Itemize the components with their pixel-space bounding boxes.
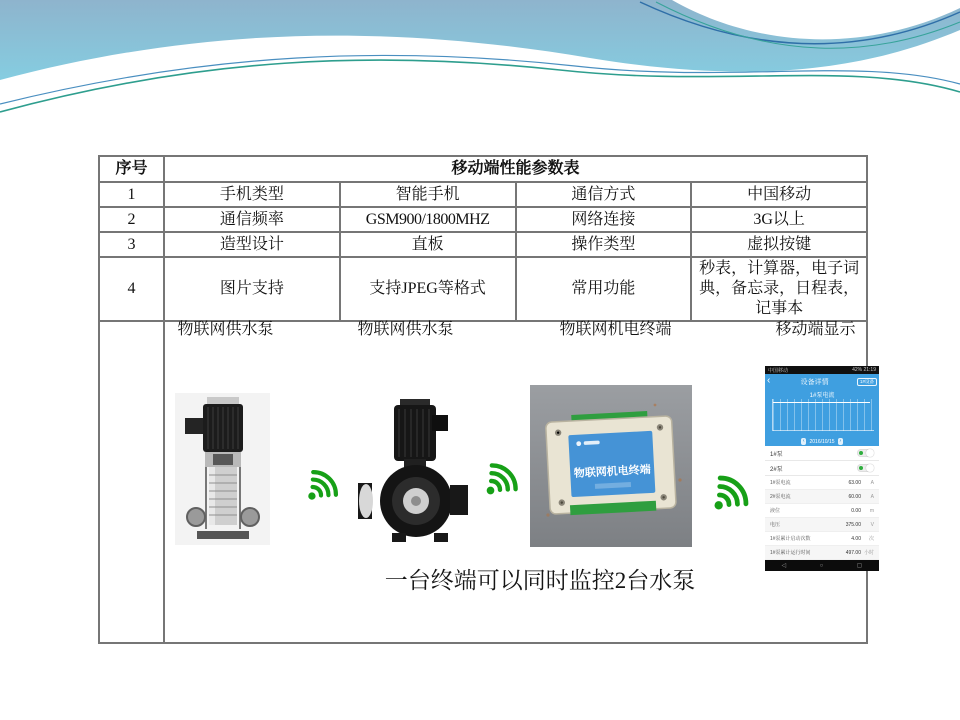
wifi-signal-icon: [704, 470, 754, 520]
battery-time-label: 42% 21:19: [852, 367, 876, 373]
reading-value: 375.00: [845, 521, 861, 528]
row-number-cell: 4: [99, 257, 164, 321]
wave-banner-decoration: [0, 0, 960, 135]
value-cell: 秒表，计算器，电子词典，备忘录，日程表，记事本: [691, 257, 867, 321]
phone-app-header: [765, 374, 879, 389]
row-number-cell: 3: [99, 232, 164, 257]
wifi-signal-icon: [299, 465, 343, 509]
param-cell: 图片支持: [164, 257, 340, 321]
horizontal-pump-image: [358, 397, 468, 547]
table-row: [99, 232, 867, 257]
empty-cell: [99, 321, 164, 643]
reading-row: [765, 504, 879, 518]
reading-value: 497.00: [845, 549, 861, 556]
param-cell: 手机类型: [164, 182, 340, 207]
param-cell: 操作类型: [516, 232, 692, 257]
row-number-cell: 1: [99, 182, 164, 207]
pump1-toggle-switch: [857, 449, 874, 457]
chart-plot-area: [772, 399, 874, 431]
value-cell: 智能手机: [340, 182, 516, 207]
prev-date-button: ‹: [802, 438, 805, 444]
wifi-signal-icon: [477, 458, 523, 504]
reading-row: [765, 532, 879, 546]
carrier-label: 中国移动: [768, 367, 789, 374]
reading-value: 4.00: [851, 535, 861, 542]
table-row: [99, 207, 867, 232]
reading-unit: m: [869, 507, 874, 514]
reading-label: 1#泵电流: [770, 480, 791, 486]
table-row: [99, 182, 867, 207]
reading-label: 电压: [770, 522, 781, 528]
chart-date-row: [765, 438, 879, 445]
terminal-label: 物联网机电终端: [573, 463, 652, 480]
slide-caption: 一台终端可以同时监控2台水泵: [384, 568, 696, 593]
chart-date-label: 2016/10/15: [809, 438, 835, 445]
iot-terminal-image: [530, 385, 692, 547]
diagram-label-pump2: 物联网供水泵: [357, 321, 454, 338]
param-cell: 通信方式: [516, 182, 692, 207]
nav-home-icon: ○: [819, 562, 824, 569]
reading-label: 1#泵累计启动次数: [770, 536, 811, 542]
nav-recent-icon: ▢: [856, 563, 863, 569]
param-cell: 造型设计: [164, 232, 340, 257]
reading-unit: A: [870, 479, 874, 486]
toggle-label: 2#泵: [770, 466, 783, 473]
row-number-cell: 2: [99, 207, 164, 232]
corner-header-cell: 序号: [99, 156, 164, 182]
table-title-cell: 移动端性能参数表: [164, 156, 867, 182]
value-cell: 虚拟按键: [691, 232, 867, 257]
phone-nav-bar: [765, 560, 879, 571]
reading-label: 2#泵电流: [770, 494, 791, 500]
pump-toggle-row: [765, 461, 879, 476]
reading-row: [765, 518, 879, 532]
value-cell: 支持JPEG等格式: [340, 257, 516, 321]
value-cell: 中国移动: [691, 182, 867, 207]
phone-page-title: 设备详情: [800, 378, 829, 386]
reading-unit: A: [870, 493, 874, 500]
reading-row: [765, 546, 879, 560]
vertical-pump-image: [175, 393, 270, 545]
param-cell: 常用功能: [516, 257, 692, 321]
phone-status-bar: [765, 366, 879, 374]
param-cell: 网络连接: [516, 207, 692, 232]
reading-value: 63.00: [848, 479, 861, 486]
reading-label: 1#泵累计运行时间: [770, 550, 811, 556]
toggle-label: 1#泵: [770, 451, 783, 458]
reading-row: [765, 476, 879, 490]
phone-screenshot: [765, 366, 879, 569]
reading-row: [765, 490, 879, 504]
value-cell: 3G以上: [691, 207, 867, 232]
value-cell: GSM900/1800MHZ: [340, 207, 516, 232]
param-cell: 通信频率: [164, 207, 340, 232]
diagram-label-pump1: 物联网供水泵: [177, 321, 274, 338]
reading-unit: 小时: [863, 550, 874, 556]
reading-unit: V: [870, 521, 874, 528]
diagram-label-mobile: 移动端显示: [775, 321, 856, 338]
chart-title: 1#泵电流: [809, 393, 835, 399]
pump-toggle-row: [765, 446, 879, 461]
diagram-label-terminal: 物联网机电终端: [559, 321, 672, 338]
back-chevron-icon: ‹: [767, 375, 771, 386]
reading-unit: 次: [868, 536, 874, 542]
device-select-button: 1#设备: [857, 378, 877, 386]
pump2-toggle-switch: [857, 464, 874, 472]
reading-value: 0.00: [851, 507, 861, 514]
next-date-button: ›: [839, 438, 842, 444]
table-row: [99, 257, 867, 321]
reading-value: 60.00: [848, 493, 861, 500]
value-cell: 直板: [340, 232, 516, 257]
reading-label: 液位: [770, 508, 781, 514]
nav-back-icon: ◁: [781, 563, 787, 569]
table-header-row: [99, 156, 867, 182]
phone-current-chart: [765, 389, 879, 446]
